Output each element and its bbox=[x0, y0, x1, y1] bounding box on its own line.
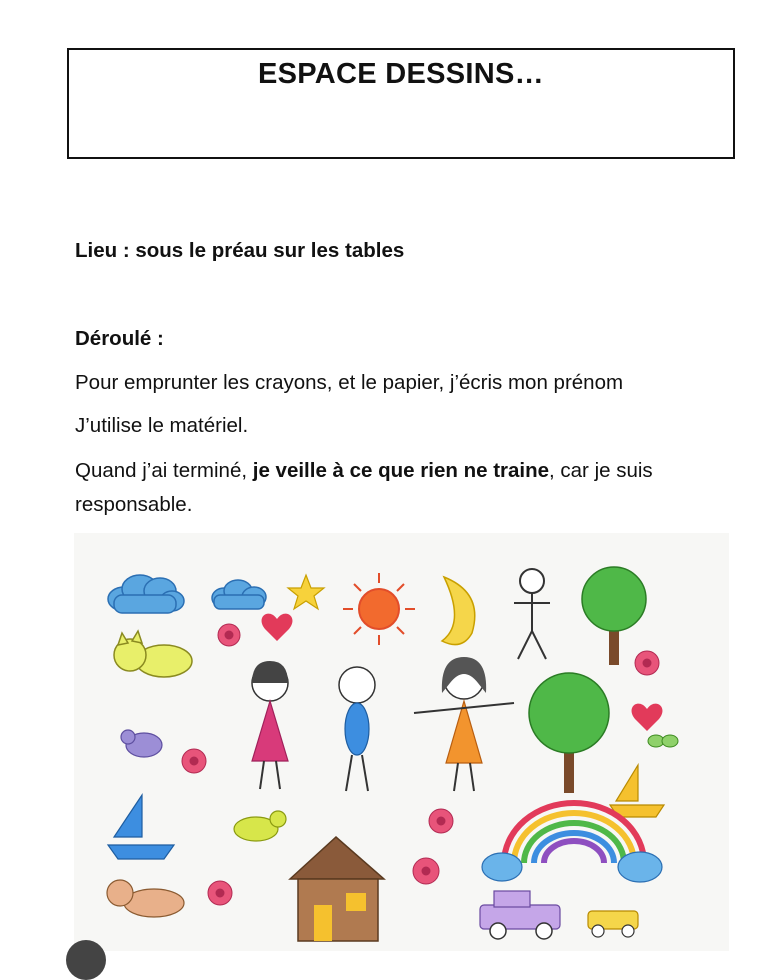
children-drawing-illustration bbox=[74, 533, 729, 951]
sun-icon bbox=[343, 573, 415, 645]
flower-icon bbox=[429, 809, 453, 833]
girl-figure-icon bbox=[252, 661, 288, 789]
sailboat-icon bbox=[610, 765, 664, 817]
deroule-line-3 bbox=[75, 454, 653, 487]
car-icon bbox=[588, 911, 638, 937]
line3-start: Quand j’ai terminé, bbox=[75, 459, 253, 482]
car-icon bbox=[480, 891, 560, 939]
deroule-line-1: Pour emprunter les crayons, et le papier, j’écris mon prénom bbox=[75, 371, 624, 394]
tree-icon bbox=[582, 567, 646, 665]
moon-icon bbox=[442, 577, 475, 645]
heart-icon bbox=[632, 704, 663, 731]
page-title: ESPACE DESSINS… bbox=[258, 58, 544, 90]
cloud-icon bbox=[482, 852, 662, 882]
boy-figure-icon bbox=[339, 667, 375, 791]
flower-icon bbox=[413, 858, 439, 884]
heart-icon bbox=[262, 614, 293, 641]
cat-icon bbox=[114, 631, 192, 677]
deroule-line-2: J’utilise le matériel. bbox=[75, 414, 249, 437]
corner-dot bbox=[66, 940, 106, 980]
girl-figure-icon bbox=[414, 657, 514, 791]
house-icon bbox=[290, 837, 384, 941]
line3-bold: je veille à ce que rien ne traine bbox=[252, 459, 550, 482]
flower-icon bbox=[218, 624, 240, 646]
dog-icon bbox=[107, 880, 184, 917]
bird-icon bbox=[121, 730, 162, 757]
butterfly-icon bbox=[648, 735, 678, 747]
sailboat-icon bbox=[108, 795, 174, 859]
cloud-icon bbox=[212, 580, 266, 609]
cloud-icon bbox=[108, 575, 184, 613]
line3-end: , car je suis bbox=[549, 459, 653, 482]
title-box bbox=[67, 48, 735, 159]
flower-icon bbox=[208, 881, 232, 905]
flower-icon bbox=[635, 651, 659, 675]
tree-icon bbox=[529, 673, 609, 793]
stick-figure-icon bbox=[514, 569, 550, 659]
location-line: Lieu : sous le préau sur les tables bbox=[75, 239, 405, 262]
deroule-line-4: responsable. bbox=[75, 493, 193, 516]
star-icon bbox=[288, 575, 324, 609]
bird-icon bbox=[234, 811, 286, 841]
deroule-heading: Déroulé : bbox=[75, 327, 164, 350]
flower-icon bbox=[182, 749, 206, 773]
